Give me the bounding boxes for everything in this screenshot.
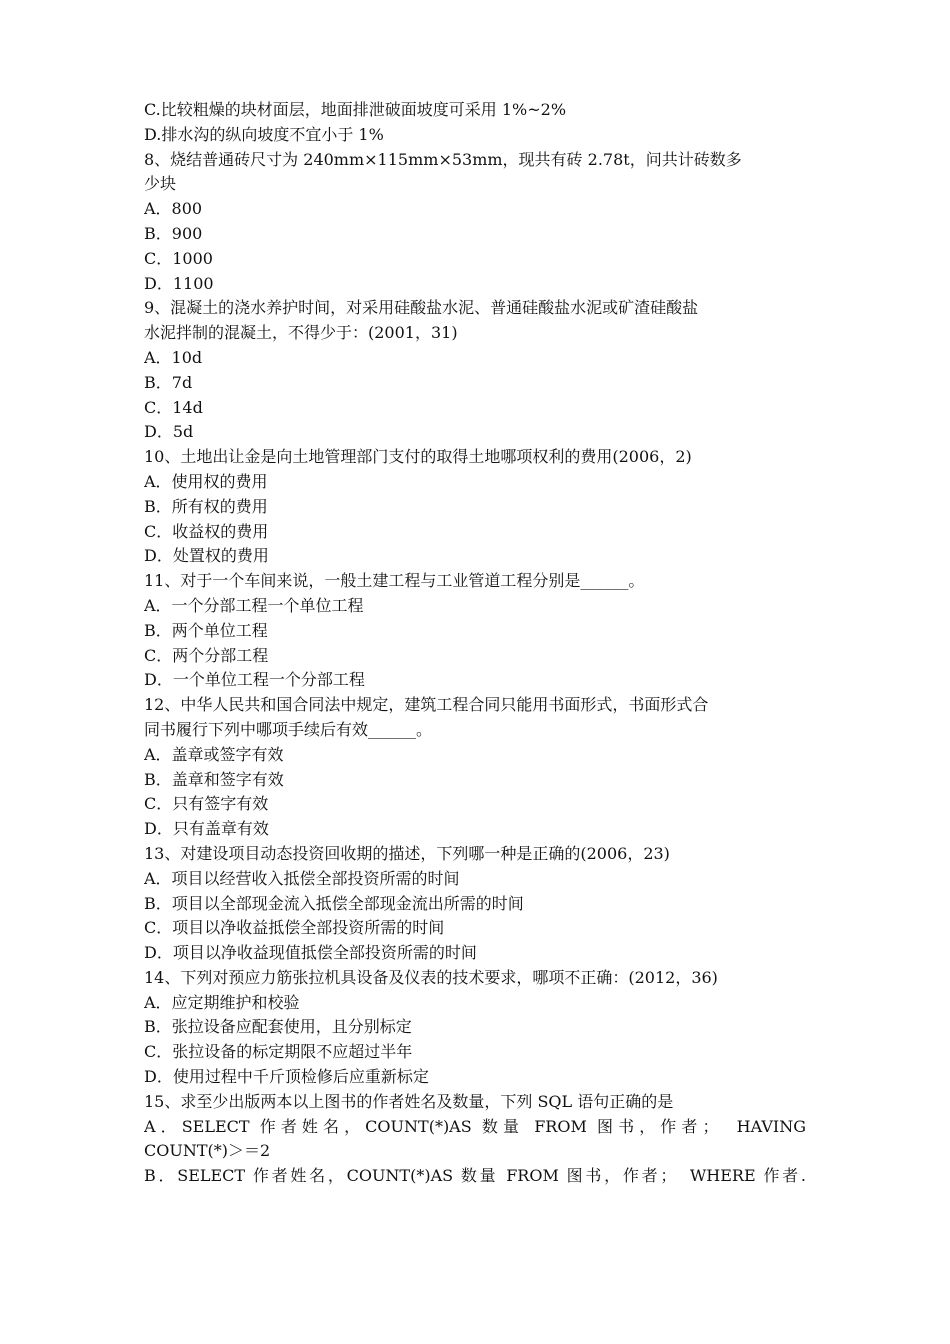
option-a: A．项目以经营收入抵偿全部投资所需的时间 [144, 868, 460, 888]
question-13-stem: 13、对建设项目动态投资回收期的描述，下列哪一种是正确的(2006，23) [144, 843, 670, 863]
question-15-stem: 15、求至少出版两本以上图书的作者姓名及数量，下列 SQL 语句正确的是 [144, 1091, 674, 1111]
question-9-stem: 9、混凝土的浇水养护时间，对采用硅酸盐水泥、普通硅酸盐水泥或矿渣硅酸盐 [144, 298, 699, 318]
option-b: B．SELECT 作者姓名，COUNT(*)AS 数量 FROM 图书，作者； WHERE 作者. [144, 1166, 806, 1186]
option-d: D．5d [144, 422, 194, 442]
question-10-stem: 10、土地出让金是向土地管理部门支付的取得土地哪项权利的费用(2006，2) [144, 447, 692, 467]
question-12-stem-cont: 同书履行下列中哪项手续后有效______。 [144, 719, 433, 739]
question-8-stem: 8、烧结普通砖尺寸为 240mm×115mm×53mm，现共有砖 2.78t，问共计砖数多 [144, 149, 742, 169]
option-b: B．900 [144, 223, 203, 243]
document-page [144, 98, 806, 1189]
option-a: A．10d [144, 347, 203, 367]
option-b: B．项目以全部现金流入抵偿全部现金流出所需的时间 [144, 893, 524, 913]
question-9-stem-cont: 水泥拌制的混凝土，不得少于：(2001，31) [144, 323, 458, 343]
option-a: A．应定期维护和校验 [144, 992, 300, 1012]
option-b: B．7d [144, 372, 193, 392]
option-d: D．使用过程中千斤顶检修后应重新标定 [144, 1067, 429, 1087]
option-b: B．两个单位工程 [144, 620, 268, 640]
option-b: B．所有权的费用 [144, 496, 268, 516]
option-c: C．收益权的费用 [144, 521, 269, 541]
option-c: C．项目以净收益抵偿全部投资所需的时间 [144, 918, 445, 938]
option-d: D．一个单位工程一个分部工程 [144, 670, 365, 690]
question-14-stem: 14、下列对预应力筋张拉机具设备及仪表的技术要求，哪项不正确：(2012，36) [144, 967, 718, 987]
option-a: A．SELECT 作者姓名，COUNT(*)AS 数量 FROM 图书，作者； HAVING [144, 1116, 806, 1136]
option-d: D．1100 [144, 273, 214, 293]
option-b: B．盖章和签字有效 [144, 769, 284, 789]
option-d: D．项目以净收益现值抵偿全部投资所需的时间 [144, 943, 477, 963]
option-a: A．一个分部工程一个单位工程 [144, 595, 364, 615]
option-c: C．只有签字有效 [144, 794, 269, 814]
text-line: D.排水沟的纵向坡度不宜小于 1% [144, 124, 384, 144]
option-d: D．处置权的费用 [144, 546, 269, 566]
option-c: C．14d [144, 397, 203, 417]
option-a: A．盖章或签字有效 [144, 744, 284, 764]
question-11-stem: 11、对于一个车间来说，一般土建工程与工业管道工程分别是______。 [144, 571, 645, 591]
question-12-stem: 12、中华人民共和国合同法中规定，建筑工程合同只能用书面形式，书面形式合 [144, 695, 709, 715]
option-c: C．张拉设备的标定期限不应超过半年 [144, 1042, 413, 1062]
option-d: D．只有盖章有效 [144, 819, 269, 839]
option-a: A．800 [144, 199, 203, 219]
option-a: A．使用权的费用 [144, 471, 268, 491]
option-c: C．1000 [144, 248, 213, 268]
option-b: B．张拉设备应配套使用，且分别标定 [144, 1017, 412, 1037]
question-8-stem-cont: 少块 [144, 174, 177, 194]
option-c: C．两个分部工程 [144, 645, 269, 665]
text-line: C.比较粗燥的块材面层，地面排泄破面坡度可采用 1%~2% [144, 100, 567, 119]
option-a-cont: COUNT(*)＞＝2 [144, 1141, 271, 1161]
